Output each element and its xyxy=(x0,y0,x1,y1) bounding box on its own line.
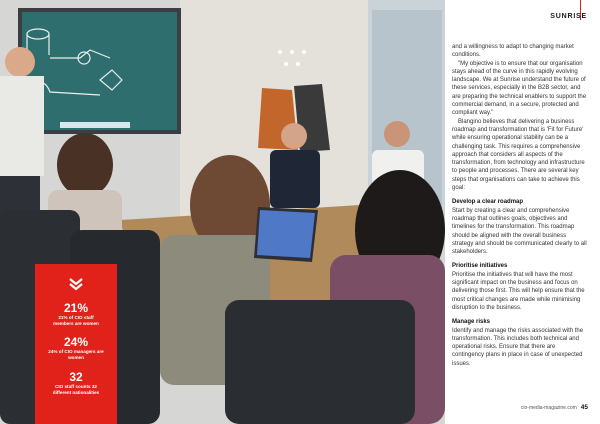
stat-label: 24% of CIO managers are women xyxy=(48,349,104,360)
paragraph: Identify and manage the risks associated with the transformation. This includes both technical and operational risks. Ensure that there are contingency plans in place in case of unexpected issues. xyxy=(452,327,584,367)
paragraph: and a willingness to adapt to changing market conditions. xyxy=(452,44,574,59)
stats-box xyxy=(35,264,117,424)
stat-label: CIO staff counts 32 different nationalities xyxy=(52,384,100,395)
section-heading: Manage risks xyxy=(452,319,491,326)
paragraph: Prioritise the initiatives that will have the most significant impact on the business and focus on delivering those first. This will help ensure that the most critical changes are made while minimising disruption to the business. xyxy=(452,271,585,311)
quote-paragraph: "My objective is to ensure that our organisation stays ahead of the curve in this rapidly evolving landscape. We at Sunrise understand the future of these services, especially in the B2B sector, and are preparing the technical enablers to support the commercial demand, in a secure, protected and compliant way." xyxy=(452,60,587,117)
page-number: 45 xyxy=(580,404,588,411)
paragraph: Blangino believes that delivering a business roadmap and transformation that is 'Fit for Future' while ensuring operational stability can be a challenging task. This requires a comprehensive approach that considers all aspects of the transformation, from technology and infrastructure to people and processes. There are several key steps that organisations can take to achieve this goal: xyxy=(452,118,585,192)
chevron-down-icon xyxy=(68,276,84,292)
stat-label: 21% of CIO staff members are women xyxy=(53,315,99,326)
stat-women-managers xyxy=(35,336,117,360)
stat-nationalities xyxy=(35,371,117,395)
stat-number: 24% xyxy=(63,335,89,349)
page-footer xyxy=(521,404,588,411)
stat-women-staff xyxy=(35,302,117,326)
footer-site: cio-media-magazine.com xyxy=(520,405,577,411)
article-body xyxy=(452,43,588,368)
paragraph: Start by creating a clear and comprehensive roadmap that outlines goals, objectives and timelines for the transformation. This roadmap should be aligned with the overall business strategy and should be communicated clearly to all stakeholders. xyxy=(452,207,587,256)
stat-number: 32 xyxy=(69,370,83,384)
section-heading: Develop a clear roadmap xyxy=(452,199,524,206)
brand-header: SUNRISE xyxy=(550,13,587,20)
section-heading: Prioritise initiatives xyxy=(452,263,508,270)
article-column xyxy=(452,0,587,424)
stat-number: 21% xyxy=(63,301,89,315)
